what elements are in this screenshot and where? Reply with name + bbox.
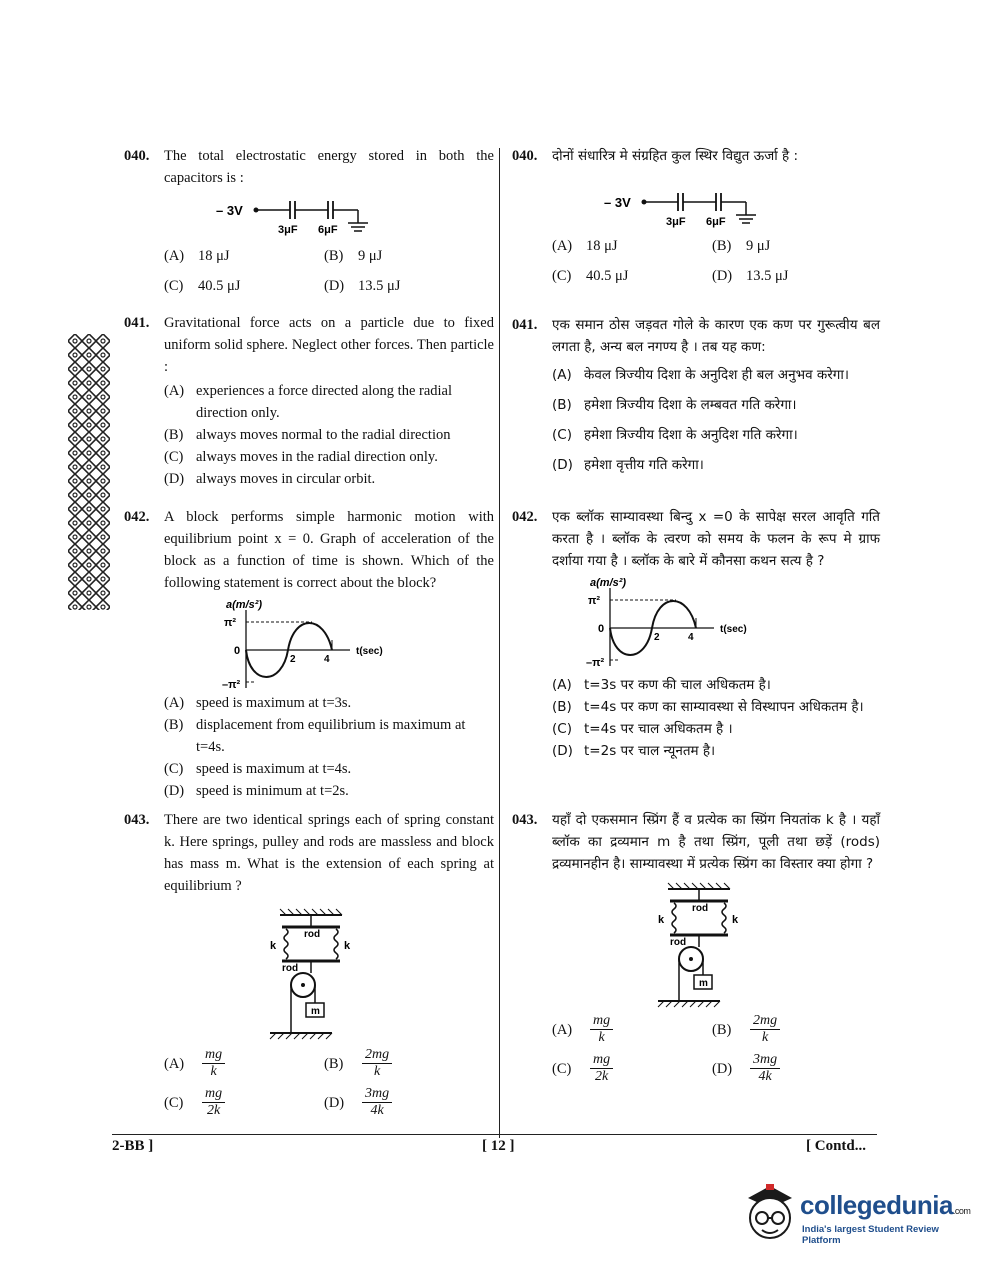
option-d[interactable]: (D) speed is minimum at t=2s. (164, 783, 349, 799)
svg-text:k: k (658, 914, 665, 926)
option-d[interactable]: (D) $\frac{3mg}{4k}$ (712, 1052, 872, 1085)
svg-text:k: k (732, 914, 739, 926)
option-c[interactable]: (C) 40.5 μJ (552, 268, 629, 284)
footer-contd: [ Contd... (806, 1138, 867, 1154)
question-text: The total electrostatic energy stored in both the capacitors is : (164, 148, 494, 186)
option-a[interactable]: (A) experiences a force directed along the radial direction only. (164, 383, 453, 421)
capacitor-circuit (602, 187, 802, 229)
k-right-label: k (344, 940, 351, 952)
option-c[interactable]: (C) t=4s पर चाल अधिकतम है । (552, 721, 733, 737)
question-text: दोनों संधारित्र मे संग्रहित कुल स्थिर विद्युत ऊर्जा है : (552, 148, 799, 164)
question-042-en (124, 506, 494, 802)
option-a[interactable]: (A) $\frac{mg}{k}$ (552, 1013, 712, 1046)
graph-ymax: π² (224, 617, 237, 629)
acceleration-graph (584, 574, 774, 670)
acceleration-graph (220, 596, 410, 692)
option-a[interactable]: (A) केवल त्रिज्यीय दिशा के अनुदिश ही बल अनुभव करेगा। (552, 367, 849, 383)
mascot-icon (740, 1180, 800, 1246)
logo-suffix: .com (952, 1206, 971, 1216)
margin-pattern (68, 334, 110, 610)
svg-text:6μF: 6μF (706, 216, 726, 228)
option-a[interactable]: (A) 18 μJ (552, 238, 618, 254)
graph-t2: 2 (290, 654, 296, 665)
option-b[interactable]: (B) 9 μJ (324, 248, 383, 264)
k-left-label: k (270, 940, 277, 952)
c1-label: 3μF (278, 224, 298, 236)
option-a[interactable]: (A) $\frac{mg}{k}$ (164, 1047, 324, 1080)
rod-bottom-label: rod (282, 963, 299, 974)
option-b[interactable]: (B) 9 μJ (712, 238, 771, 254)
spring-pulley-figure (260, 905, 370, 1043)
option-b[interactable]: (B) always moves normal to the radial direction (164, 427, 451, 443)
question-041-hi (512, 314, 880, 480)
question-043-en (124, 809, 494, 1119)
option-c[interactable]: (C) $\frac{mg}{2k}$ (552, 1052, 712, 1085)
option-d[interactable]: (D) 13.5 μJ (324, 278, 401, 294)
graph-ymin: –π² (222, 679, 241, 691)
question-number: 043. (512, 812, 538, 828)
option-d[interactable]: (D) हमेशा वृत्तीय गति करेगा। (552, 457, 704, 473)
graph-zero: 0 (234, 645, 241, 657)
capacitor-circuit (214, 195, 414, 237)
option-b[interactable]: (B) $\frac{2mg}{k}$ (712, 1013, 872, 1046)
svg-text:0: 0 (598, 623, 605, 635)
svg-text:a(m/s²): a(m/s²) (590, 577, 627, 589)
option-d[interactable]: (D) 13.5 μJ (712, 268, 789, 284)
svg-text:– 3V: – 3V (604, 195, 631, 210)
svg-text:4: 4 (688, 632, 694, 643)
logo-name: collegedunia (800, 1190, 953, 1220)
rod-top-label: rod (304, 929, 321, 940)
graph-t4: 4 (324, 654, 330, 665)
svg-text:–π²: –π² (586, 657, 605, 669)
option-d[interactable]: (D) $\frac{3mg}{4k}$ (324, 1086, 484, 1119)
page-number: [ 12 ] (482, 1138, 515, 1154)
option-b[interactable]: (B) displacement from equilibrium is maximum at t=4s. (164, 717, 466, 755)
graph-xlabel: t(sec) (356, 646, 383, 657)
options-grid (164, 1047, 494, 1119)
option-c[interactable]: (C) $\frac{mg}{2k}$ (164, 1086, 324, 1119)
options-grid (552, 235, 880, 287)
option-a[interactable]: (A) speed is maximum at t=3s. (164, 695, 352, 711)
option-c[interactable]: (C) 40.5 μJ (164, 278, 241, 294)
option-c[interactable]: (C) speed is maximum at t=4s. (164, 761, 352, 777)
footer-code: 2-BB ] (112, 1138, 154, 1154)
question-number: 040. (512, 148, 538, 164)
svg-text:rod: rod (692, 903, 709, 914)
question-number: 042. (512, 509, 538, 525)
option-d[interactable]: (D) t=2s पर चाल न्यूनतम है। (552, 743, 716, 759)
svg-text:t(sec): t(sec) (720, 624, 747, 635)
question-text: Gravitational force acts on a particle due to fixed uniform solid sphere. Neglect other forces. Then particle : (164, 315, 494, 375)
options-grid (164, 245, 494, 297)
option-b[interactable]: (B) t=4s पर कण का साम्यावस्था से विस्थापन अधिकतम है। (552, 699, 864, 715)
option-d[interactable]: (D) always moves in circular orbit. (164, 471, 376, 487)
option-a[interactable]: (A) t=3s पर कण की चाल अधिकतम है। (552, 677, 771, 693)
question-040-en (124, 145, 494, 297)
option-b[interactable]: (B) $\frac{2mg}{k}$ (324, 1047, 484, 1080)
options-grid (552, 1013, 880, 1085)
svg-text:π²: π² (588, 595, 601, 607)
voltage-label: – 3V (216, 203, 243, 218)
question-number: 041. (124, 315, 150, 331)
question-number: 041. (512, 317, 538, 333)
svg-text:2: 2 (654, 632, 660, 643)
option-c[interactable]: (C) हमेशा त्रिज्यीय दिशा के अनुदिश गति करेगा। (552, 427, 798, 443)
logo-tagline: India's largest Student Review Platform (802, 1224, 939, 1246)
option-a[interactable]: (A) 18 μJ (164, 248, 230, 264)
column-divider (499, 148, 500, 1138)
spring-pulley-figure (648, 879, 758, 1009)
option-c[interactable]: (C) always moves in the radial direction only. (164, 449, 438, 465)
option-b[interactable]: (B) हमेशा त्रिज्यीय दिशा के लम्बवत गति करेगा। (552, 397, 797, 413)
graph-ylabel: a(m/s²) (226, 599, 263, 611)
svg-text:rod: rod (670, 937, 687, 948)
question-043-hi (512, 809, 880, 1085)
question-number: 042. (124, 509, 150, 525)
footer-rule (112, 1134, 877, 1135)
mass-label: m (311, 1006, 320, 1017)
question-text: यहाँ दो एकसमान स्प्रिंग हैं व प्रत्येक का स्प्रिंग नियतांक k है । यहाँ ब्लॉक का द्रव्यमान m है तथा स्प्रिंग, पूली तथा छड़ें (rods) द्रव्यमानहीन है। साम्यावस्था में प्रत्येक स्प्रिंग का विस्तार क्या होगा ? (552, 812, 880, 872)
question-text: There are two identical springs each of spring constant k. Here springs, pulley and rods are massless and block has mass m. What is the extension of each spring at equilibrium ? (164, 812, 494, 894)
svg-text:m: m (699, 978, 708, 989)
question-text: एक ब्लॉक साम्यावस्था बिन्दु x =0 के सापेक्ष सरल आवृति गति करता है । ब्लॉक के त्वरण को समय के फलन के रूप मे ग्राफ दर्शाया गया है । ब्लॉक के बारे में कौनसा कथन सत्य है ? (552, 509, 880, 569)
question-040-hi (512, 145, 880, 287)
question-text: एक समान ठोस जड़वत गोले के कारण एक कण पर गुरूत्वीय बल लगता है, अन्य बल नगण्य है । तब यह कण: (552, 317, 880, 355)
question-041-en (124, 312, 494, 490)
question-number: 040. (124, 148, 150, 164)
collegedunia-logo[interactable] (740, 1180, 972, 1250)
c2-label: 6μF (318, 224, 338, 236)
question-text: A block performs simple harmonic motion with equilibrium point x = 0. Graph of acceleration of the block as a function of time is shown. Which of the following statement is correct about the block? (164, 509, 494, 591)
question-number: 043. (124, 812, 150, 828)
svg-text:3μF: 3μF (666, 216, 686, 228)
question-042-hi (512, 506, 880, 762)
